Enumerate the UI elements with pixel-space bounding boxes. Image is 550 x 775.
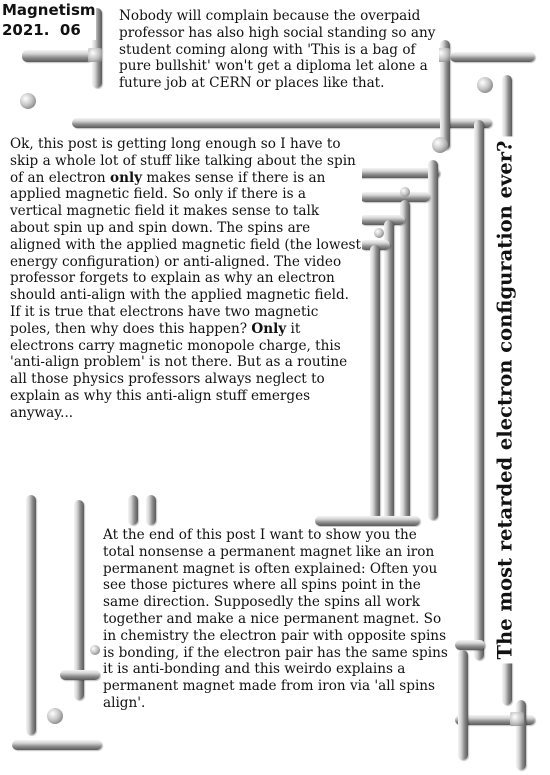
pipe-segment bbox=[455, 640, 485, 650]
paragraph-2-text-c: makes sense if there is an applied magnetic field. So only if there is a vertical magnetic field it makes sense to talk about spin up and spin down. The spins are aligned with the applied magnetic field (the lowest energy configuration) or anti-aligned. The video professor forgets to explain as why an electron should anti-align with the applied magnetic field. If it is true that electrons have two magnetic poles, then why does this happen? bbox=[10, 169, 361, 337]
pipe-segment bbox=[450, 52, 535, 62]
date-label: 2021. 06 bbox=[2, 21, 81, 39]
sphere-ornament bbox=[374, 228, 384, 238]
pipe-segment bbox=[128, 495, 138, 525]
pipe-joint bbox=[510, 712, 524, 726]
paragraph-2-text-e: it electrons carry magnetic monopole charge, this 'anti-align problem' is not there. But as a routine all those physics professors always neglect to explain as why this anti-align stuff emerges anyway... bbox=[10, 320, 348, 421]
pipe-segment bbox=[315, 516, 420, 526]
sphere-ornament bbox=[432, 137, 448, 153]
paragraph-3-text: At the end of this post I want to show you the total nonsense a permanent magnet like an iron permanent magnet is often explained: Often you see those pictures where all spins point in the same direction. Supposedly the spins all work together and make a nice permanent magnet. So in chemistry the electron pair with opposite spins is bonding, if the electron pair has the same spins it is anti-bonding and this weirdo explains a permanent magnet made from iron via 'all spins align'. bbox=[103, 527, 448, 711]
paragraph-2-text-a: Ok, this post is getting long enough so I have to skip a whole lot of stuff like talking about the spin of an electron bbox=[10, 136, 356, 186]
side-title: The most retarded electron configuration ever? bbox=[494, 137, 517, 664]
sphere-ornament bbox=[90, 645, 100, 655]
pipe-segment bbox=[72, 118, 492, 128]
pipe-segment bbox=[22, 50, 92, 62]
sphere-ornament bbox=[47, 708, 63, 724]
pipe-segment bbox=[516, 700, 526, 770]
pipe-segment bbox=[360, 192, 430, 202]
post-header bbox=[2, 0, 96, 40]
pipe-segment bbox=[384, 220, 394, 520]
paragraph-1-text: Nobody will complain because the overpaid professor has also high social standing so any student coming along with 'This is a bag of pure bullshit' won't get a diploma let alone a future job at CERN or places like that. bbox=[119, 8, 436, 92]
paragraph-3 bbox=[103, 527, 451, 716]
sphere-ornament bbox=[477, 77, 493, 93]
paragraph-2 bbox=[10, 136, 362, 426]
pipe-segment bbox=[12, 740, 102, 750]
pipe-segment bbox=[458, 650, 468, 760]
pipe-segment bbox=[370, 245, 380, 520]
pipe-segment bbox=[146, 495, 156, 525]
topic-label: Magnetism bbox=[2, 1, 96, 19]
paragraph-2-emphasis-only-2: Only bbox=[251, 320, 287, 337]
pipe-segment bbox=[26, 495, 36, 735]
pipe-segment bbox=[428, 160, 438, 520]
paragraph-2-emphasis-only: only bbox=[110, 169, 143, 186]
pipe-segment bbox=[474, 120, 484, 660]
paragraph-1 bbox=[119, 8, 439, 92]
pipe-segment bbox=[60, 670, 100, 680]
pipe-joint bbox=[88, 48, 102, 62]
sphere-ornament bbox=[400, 187, 410, 197]
pipe-segment bbox=[400, 200, 410, 520]
sphere-ornament bbox=[20, 93, 36, 109]
pipe-segment bbox=[360, 215, 405, 225]
